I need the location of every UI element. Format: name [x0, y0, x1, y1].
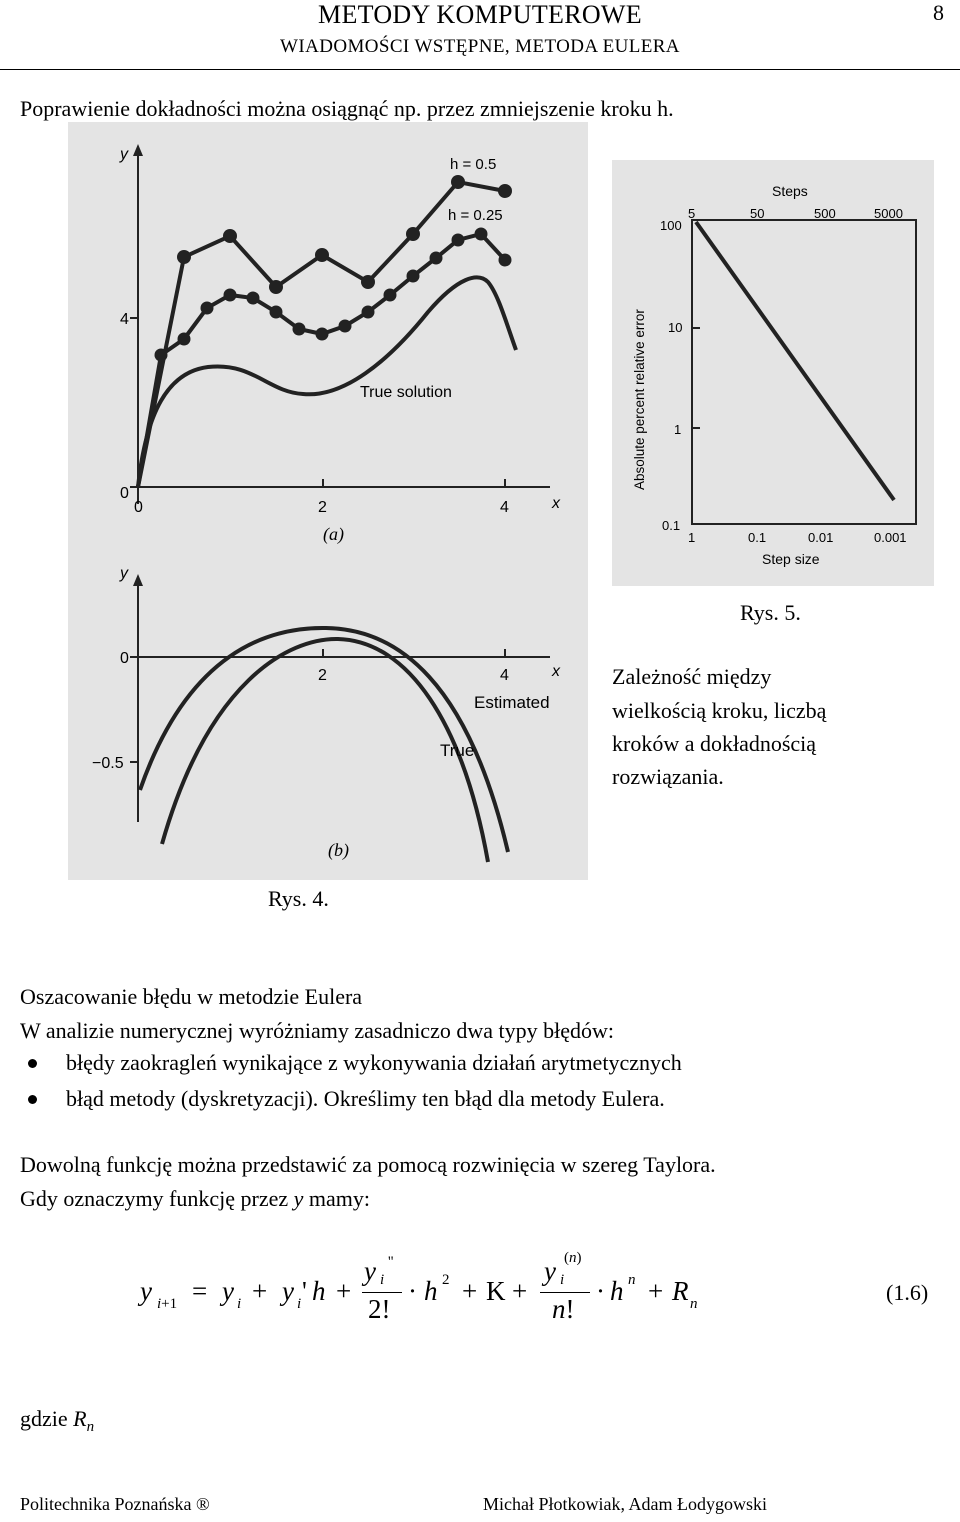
markers-h-0.5: [177, 175, 512, 294]
fig5-ytick-10: 10: [668, 320, 683, 335]
intro-text: Poprawienie dokładności można osiągnąć np. przez zmniejszenie kroku h.: [20, 96, 674, 121]
fig5-caption-title: Rys. 5.: [740, 600, 801, 625]
label-true-solution: True solution: [360, 384, 452, 401]
fig5-x-axis-title: Step size: [762, 551, 820, 567]
figure-5-image: [612, 160, 934, 586]
panel-b-xtick-4: 4: [500, 667, 509, 684]
fig5-ytick-100: 100: [660, 218, 682, 233]
panel-b-y-label: y: [120, 565, 128, 582]
fig5-caption-line-2: wielkością kroku, liczbą: [612, 698, 827, 723]
fig5-top-tick-500: 500: [814, 206, 836, 221]
header-subtitle: WIADOMOŚCI WSTĘPNE, METODA EULERA: [280, 36, 680, 57]
fig5-top-tick-50: 50: [750, 206, 765, 221]
label-true: True: [440, 741, 475, 760]
label-estimated: Estimated: [474, 693, 550, 712]
panel-b-ytick-neg0.5: −0.5: [92, 755, 124, 772]
equation-1-6: y i+1 = y i + y i ' h + y i '' 2! · h 2 + K + y i (n) n! · h n + R n: [140, 1250, 698, 1324]
footer-left: Politechnika Poznańska ®: [20, 1494, 210, 1514]
panel-a-y-label: y: [120, 146, 128, 163]
error-section-intro: W analizie numerycznej wyróżniamy zasadniczo dwa typy błędów:: [20, 1018, 614, 1043]
taylor-line-1: Dowolną funkcję można przedstawić za pomocą rozwinięcia w szereg Taylora.: [20, 1152, 716, 1177]
panel-b-ytick-0: 0: [120, 650, 129, 667]
panel-b-label: (b): [328, 840, 349, 860]
bullet-icon: [28, 1059, 37, 1068]
page-number: 8: [933, 0, 944, 25]
fig5-top-tick-5000: 5000: [874, 206, 903, 221]
panel-a-xtick-4: 4: [500, 499, 509, 516]
fig5-caption-line-4: rozwiązania.: [612, 764, 724, 789]
fig5-top-tick-5: 5: [688, 206, 696, 221]
gdzie-text: gdzie $R_n$: [20, 1406, 95, 1435]
panel-b-xtick-2: 2: [318, 667, 327, 684]
panel-a-x-label: x: [552, 495, 560, 512]
fig5-xtick-0.1: 0.1: [748, 530, 767, 545]
curve-h-0.25: [138, 234, 505, 487]
taylor-line-2: Gdy oznaczymy funkcję przez y mamy:: [20, 1186, 371, 1211]
panel-b-x-label: x: [552, 663, 560, 680]
equation-number: (1.6): [886, 1280, 929, 1305]
fig5-xtick-0.01: 0.01: [808, 530, 834, 545]
panel-a-label: (a): [323, 524, 344, 544]
bullet-icon: [28, 1095, 37, 1104]
panel-a-y-arrow-icon: [133, 144, 143, 156]
fig5-error-line: [696, 222, 894, 500]
curve-true-solution: [138, 277, 516, 487]
fig5-xtick-1: 1: [688, 530, 696, 545]
error-section-title: Oszacowanie błędu w metodzie Eulera: [20, 984, 363, 1009]
fig5-top-axis-title: Steps: [772, 183, 808, 199]
footer-right: Michał Płotkowiak, Adam Łodygowski: [483, 1494, 767, 1514]
label-h-0.25: h = 0.25: [448, 207, 503, 224]
figure-4-image: [68, 122, 588, 880]
error-bullet-1: błędy zaokragleń wynikające z wykonywania działań arytmetycznych: [66, 1050, 682, 1075]
figure-4-svg: [68, 122, 588, 880]
figure-5-svg: [612, 160, 934, 586]
fig4-caption: Rys. 4.: [268, 886, 329, 911]
fig5-caption-line-3: kroków a dokładnością: [612, 731, 817, 756]
header-title: METODY KOMPUTEROWE: [318, 0, 642, 29]
label-h-0.5: h = 0.5: [450, 156, 497, 173]
panel-b-y-arrow-icon: [133, 574, 143, 586]
fig5-y-axis-title: Absolute percent relative error: [632, 309, 647, 490]
fig5-ytick-1: 1: [674, 422, 682, 437]
panel-a-ytick-4: 4: [120, 311, 129, 328]
fig5-ytick-0.1: 0.1: [662, 518, 681, 533]
fig5-caption-line-1: Zależność między: [612, 664, 772, 689]
fig5-xtick-0.001: 0.001: [874, 530, 907, 545]
error-bullet-2: błąd metody (dyskretyzacji). Określimy ten błąd dla metody Eulera.: [66, 1086, 665, 1111]
panel-a-ytick-0: 0: [120, 485, 129, 502]
header-rule: [0, 69, 960, 70]
panel-a-xtick-2: 2: [318, 499, 327, 516]
panel-a-xtick-0: 0: [134, 499, 143, 516]
